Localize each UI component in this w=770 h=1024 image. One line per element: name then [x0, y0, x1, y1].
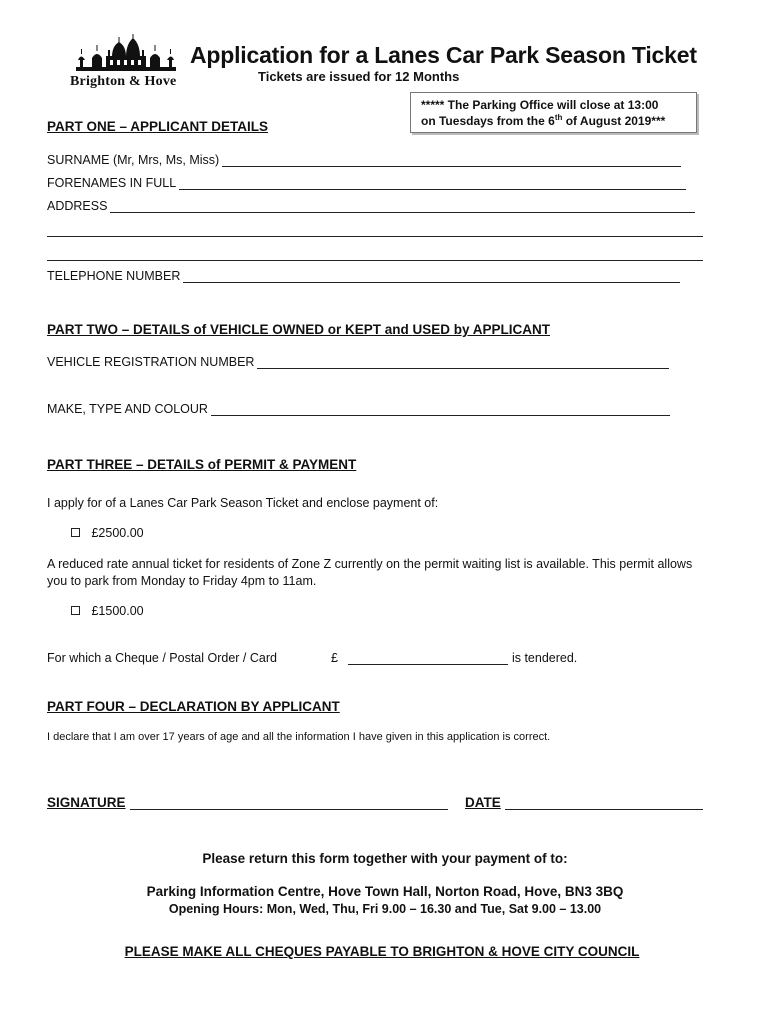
date-input-line[interactable] — [505, 797, 703, 810]
currency-symbol: £ — [331, 651, 338, 665]
part-four-heading: PART FOUR – DECLARATION BY APPLICANT — [47, 699, 340, 714]
return-instruction: Please return this form together with your payment of to: — [202, 851, 568, 866]
telephone-label: TELEPHONE NUMBER — [47, 269, 181, 283]
part-two-heading: PART TWO – DETAILS of VEHICLE OWNED or KEPT and USED by APPLICANT — [47, 322, 551, 337]
address-line-3[interactable] — [47, 259, 703, 261]
amount-input-line[interactable] — [348, 652, 508, 665]
opening-hours: Opening Hours: Mon, Wed, Thu, Fri 9.00 – 16.30 and Tue, Sat 9.00 – 13.00 — [168, 902, 602, 916]
registration-input-line[interactable] — [257, 356, 669, 369]
forenames-input-line[interactable] — [179, 177, 686, 190]
registration-field[interactable] — [47, 355, 669, 369]
signature-label: SIGNATURE — [47, 795, 126, 810]
cheque-payable-notice: PLEASE MAKE ALL CHEQUES PAYABLE TO BRIGHTON & HOVE CITY COUNCIL — [124, 944, 640, 959]
surname-field[interactable] — [47, 153, 681, 167]
address-input-line[interactable] — [110, 200, 695, 213]
page-title: Application for a Lanes Car Park Season Ticket — [190, 42, 697, 68]
payment-method-label: For which a Cheque / Postal Order / Card — [47, 651, 277, 665]
make-label: MAKE, TYPE AND COLOUR — [47, 402, 208, 416]
registration-label: VEHICLE REGISTRATION NUMBER — [47, 355, 255, 369]
amount-field[interactable] — [331, 651, 577, 665]
part-one-heading: PART ONE – APPLICANT DETAILS — [47, 119, 269, 134]
signature-field[interactable] — [47, 795, 448, 810]
notice-line-2: on Tuesdays from the 6th of August 2019*** — [421, 113, 666, 128]
declaration-text: I declare that I am over 17 years of age and all the information I have given in this application is correct. — [47, 731, 551, 743]
option-1500[interactable] — [71, 604, 144, 618]
telephone-input-line[interactable] — [183, 270, 680, 283]
make-input-line[interactable] — [211, 403, 670, 416]
address-label: ADDRESS — [47, 199, 108, 213]
price-1500: £1500.00 — [91, 604, 144, 618]
checkbox-2500[interactable] — [71, 528, 80, 537]
notice-line-1: ***** The Parking Office will close at 13:00 — [421, 98, 659, 112]
part-three-heading: PART THREE – DETAILS of PERMIT & PAYMENT — [47, 457, 357, 472]
reduced-rate-text: A reduced rate annual ticket for residents of Zone Z currently on the permit waiting list is available. This permit allows you to park from Monday to Friday 4pm to 11am. — [47, 557, 693, 588]
signature-input-line[interactable] — [130, 797, 448, 810]
date-label: DATE — [465, 795, 501, 810]
pavilion-icon — [68, 34, 186, 76]
date-field[interactable] — [465, 795, 703, 810]
surname-label: SURNAME (Mr, Mrs, Ms, Miss) — [47, 153, 220, 167]
forenames-field[interactable] — [47, 176, 686, 190]
logo-text: Brighton & Hove — [70, 74, 177, 89]
return-address: Parking Information Centre, Hove Town Hall, Norton Road, Hove, BN3 3BQ — [146, 884, 624, 899]
make-field[interactable] — [47, 402, 670, 416]
address-line-2[interactable] — [47, 235, 703, 237]
telephone-field[interactable] — [47, 269, 680, 283]
checkbox-1500[interactable] — [71, 606, 80, 615]
address-field[interactable] — [47, 199, 695, 213]
page-subtitle: Tickets are issued for 12 Months — [258, 69, 460, 84]
price-2500: £2500.00 — [91, 526, 144, 540]
tendered-text: is tendered. — [511, 651, 578, 665]
payment-intro: I apply for of a Lanes Car Park Season Ticket and enclose payment of: — [47, 496, 439, 510]
council-logo — [68, 34, 186, 92]
closure-notice — [410, 92, 697, 133]
forenames-label: FORENAMES IN FULL — [47, 176, 177, 190]
surname-input-line[interactable] — [222, 154, 681, 167]
option-2500[interactable] — [71, 526, 144, 540]
